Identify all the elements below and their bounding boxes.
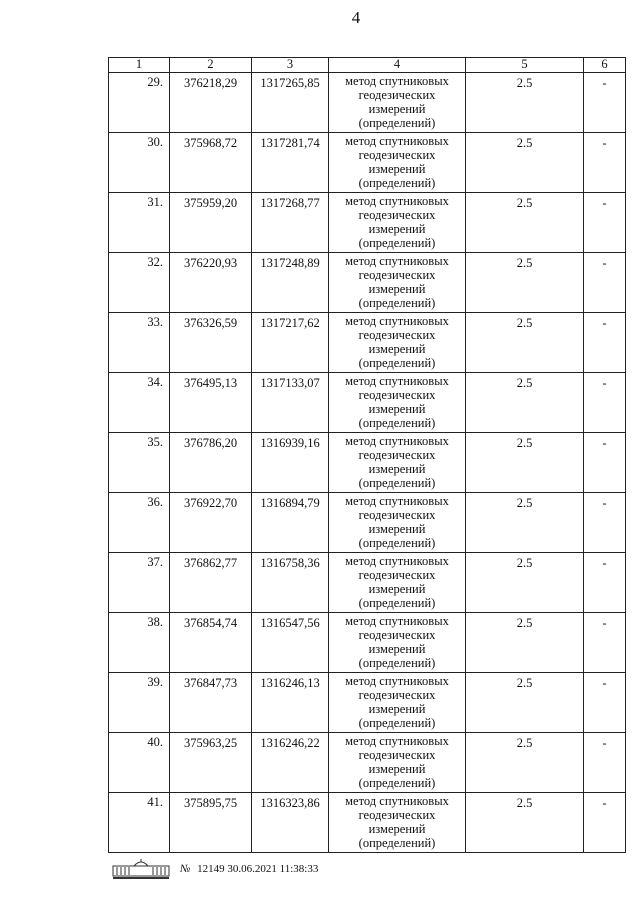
number-sign: №: [180, 863, 191, 875]
note-cell: -: [584, 733, 626, 793]
x-coordinate-cell: 376786,20: [170, 433, 252, 493]
note-cell: -: [584, 793, 626, 853]
header-col-5: 5: [466, 58, 584, 73]
method-line: геодезических: [358, 748, 436, 762]
method-line: геодезических: [358, 88, 436, 102]
x-coordinate-cell: 376862,77: [170, 553, 252, 613]
note-cell: -: [584, 133, 626, 193]
x-coordinate-cell: 376922,70: [170, 493, 252, 553]
y-coordinate-cell: 1316246,13: [252, 673, 329, 733]
accuracy-cell: 2.5: [466, 253, 584, 313]
note-cell: -: [584, 553, 626, 613]
method-line: (определений): [358, 296, 436, 310]
table-row: [109, 793, 626, 853]
method-line: (определений): [358, 116, 436, 130]
header-col-4: 4: [329, 58, 466, 73]
method-line: геодезических: [358, 628, 436, 642]
method-line: метод спутниковых: [345, 314, 449, 328]
method-line: измерений: [368, 162, 426, 176]
note-cell: -: [584, 433, 626, 493]
point-number-cell: 35.: [109, 433, 170, 493]
header-col-3: 3: [252, 58, 329, 73]
method-cell: [329, 433, 466, 493]
method-line: геодезических: [358, 268, 436, 282]
method-line: геодезических: [358, 148, 436, 162]
y-coordinate-cell: 1317268,77: [252, 193, 329, 253]
note-cell: -: [584, 73, 626, 133]
method-line: геодезических: [358, 568, 436, 582]
method-line: геодезических: [358, 448, 436, 462]
header-col-2: 2: [170, 58, 252, 73]
method-line: измерений: [368, 102, 426, 116]
method-line: метод спутниковых: [345, 134, 449, 148]
y-coordinate-cell: 1316246,22: [252, 733, 329, 793]
y-coordinate-cell: 1317248,89: [252, 253, 329, 313]
accuracy-cell: 2.5: [466, 313, 584, 373]
accuracy-cell: 2.5: [466, 73, 584, 133]
method-line: измерений: [368, 282, 426, 296]
accuracy-cell: 2.5: [466, 673, 584, 733]
method-line: (определений): [358, 476, 436, 490]
table-row: [109, 373, 626, 433]
x-coordinate-cell: 376218,29: [170, 73, 252, 133]
y-coordinate-cell: 1316758,36: [252, 553, 329, 613]
method-cell: [329, 673, 466, 733]
point-number-cell: 33.: [109, 313, 170, 373]
x-coordinate-cell: 375959,20: [170, 193, 252, 253]
method-cell: [329, 313, 466, 373]
method-line: (определений): [358, 716, 436, 730]
method-cell: [329, 553, 466, 613]
table-row: [109, 733, 626, 793]
document-footer: [112, 858, 318, 880]
method-line: (определений): [358, 356, 436, 370]
method-cell: [329, 253, 466, 313]
table-header-row: [109, 58, 626, 73]
point-number-cell: 39.: [109, 673, 170, 733]
accuracy-cell: 2.5: [466, 133, 584, 193]
y-coordinate-cell: 1316939,16: [252, 433, 329, 493]
method-line: (определений): [358, 836, 436, 850]
table-row: [109, 133, 626, 193]
y-coordinate-cell: 1317281,74: [252, 133, 329, 193]
method-line: измерений: [368, 702, 426, 716]
method-line: (определений): [358, 776, 436, 790]
point-number-cell: 38.: [109, 613, 170, 673]
point-number-cell: 40.: [109, 733, 170, 793]
method-line: метод спутниковых: [345, 434, 449, 448]
x-coordinate-cell: 376854,74: [170, 613, 252, 673]
x-coordinate-cell: 376847,73: [170, 673, 252, 733]
y-coordinate-cell: 1317133,07: [252, 373, 329, 433]
method-line: геодезических: [358, 808, 436, 822]
x-coordinate-cell: 375895,75: [170, 793, 252, 853]
accuracy-cell: 2.5: [466, 553, 584, 613]
table-row: [109, 433, 626, 493]
point-number-cell: 41.: [109, 793, 170, 853]
method-cell: [329, 733, 466, 793]
table-row: [109, 313, 626, 373]
method-line: геодезических: [358, 388, 436, 402]
note-cell: -: [584, 493, 626, 553]
registration-stamp: [180, 863, 318, 875]
method-line: (определений): [358, 236, 436, 250]
note-cell: -: [584, 193, 626, 253]
note-cell: -: [584, 373, 626, 433]
coordinates-table: [108, 57, 626, 853]
note-cell: -: [584, 673, 626, 733]
y-coordinate-cell: 1316323,86: [252, 793, 329, 853]
table-row: [109, 613, 626, 673]
accuracy-cell: 2.5: [466, 193, 584, 253]
method-line: (определений): [358, 596, 436, 610]
x-coordinate-cell: 375963,25: [170, 733, 252, 793]
method-line: (определений): [358, 176, 436, 190]
y-coordinate-cell: 1317265,85: [252, 73, 329, 133]
table-row: [109, 553, 626, 613]
point-number-cell: 32.: [109, 253, 170, 313]
method-cell: [329, 373, 466, 433]
table-row: [109, 193, 626, 253]
method-line: метод спутниковых: [345, 194, 449, 208]
method-cell: [329, 193, 466, 253]
method-line: геодезических: [358, 688, 436, 702]
method-line: метод спутниковых: [345, 254, 449, 268]
method-line: (определений): [358, 536, 436, 550]
method-line: метод спутниковых: [345, 674, 449, 688]
note-cell: -: [584, 313, 626, 373]
point-number-cell: 34.: [109, 373, 170, 433]
table-row: [109, 253, 626, 313]
header-col-6: 6: [584, 58, 626, 73]
note-cell: -: [584, 253, 626, 313]
method-line: измерений: [368, 222, 426, 236]
method-line: метод спутниковых: [345, 494, 449, 508]
method-cell: [329, 793, 466, 853]
registration-info: 12149 30.06.2021 11:38:33: [197, 863, 319, 875]
method-line: метод спутниковых: [345, 554, 449, 568]
method-line: геодезических: [358, 208, 436, 222]
method-line: (определений): [358, 416, 436, 430]
accuracy-cell: 2.5: [466, 373, 584, 433]
x-coordinate-cell: 376495,13: [170, 373, 252, 433]
header-col-1: 1: [109, 58, 170, 73]
method-cell: [329, 73, 466, 133]
method-line: метод спутниковых: [345, 74, 449, 88]
method-line: измерений: [368, 582, 426, 596]
method-line: измерений: [368, 402, 426, 416]
table-row: [109, 673, 626, 733]
method-cell: [329, 493, 466, 553]
accuracy-cell: 2.5: [466, 433, 584, 493]
accuracy-cell: 2.5: [466, 793, 584, 853]
accuracy-cell: 2.5: [466, 493, 584, 553]
method-line: геодезических: [358, 328, 436, 342]
table-row: [109, 73, 626, 133]
point-number-cell: 37.: [109, 553, 170, 613]
method-line: геодезических: [358, 508, 436, 522]
point-number-cell: 36.: [109, 493, 170, 553]
method-line: измерений: [368, 642, 426, 656]
method-line: измерений: [368, 762, 426, 776]
y-coordinate-cell: 1316894,79: [252, 493, 329, 553]
table-row: [109, 493, 626, 553]
accuracy-cell: 2.5: [466, 733, 584, 793]
y-coordinate-cell: 1316547,56: [252, 613, 329, 673]
method-line: измерений: [368, 822, 426, 836]
page-number: 4: [351, 8, 361, 27]
note-cell: -: [584, 613, 626, 673]
method-cell: [329, 133, 466, 193]
method-line: (определений): [358, 656, 436, 670]
y-coordinate-cell: 1317217,62: [252, 313, 329, 373]
method-line: измерений: [368, 342, 426, 356]
accuracy-cell: 2.5: [466, 613, 584, 673]
method-line: измерений: [368, 462, 426, 476]
method-line: метод спутниковых: [345, 374, 449, 388]
method-cell: [329, 613, 466, 673]
building-emblem-icon: [112, 858, 170, 880]
point-number-cell: 29.: [109, 73, 170, 133]
method-line: метод спутниковых: [345, 794, 449, 808]
method-line: метод спутниковых: [345, 614, 449, 628]
point-number-cell: 30.: [109, 133, 170, 193]
point-number-cell: 31.: [109, 193, 170, 253]
x-coordinate-cell: 376326,59: [170, 313, 252, 373]
method-line: метод спутниковых: [345, 734, 449, 748]
x-coordinate-cell: 376220,93: [170, 253, 252, 313]
method-line: измерений: [368, 522, 426, 536]
x-coordinate-cell: 375968,72: [170, 133, 252, 193]
